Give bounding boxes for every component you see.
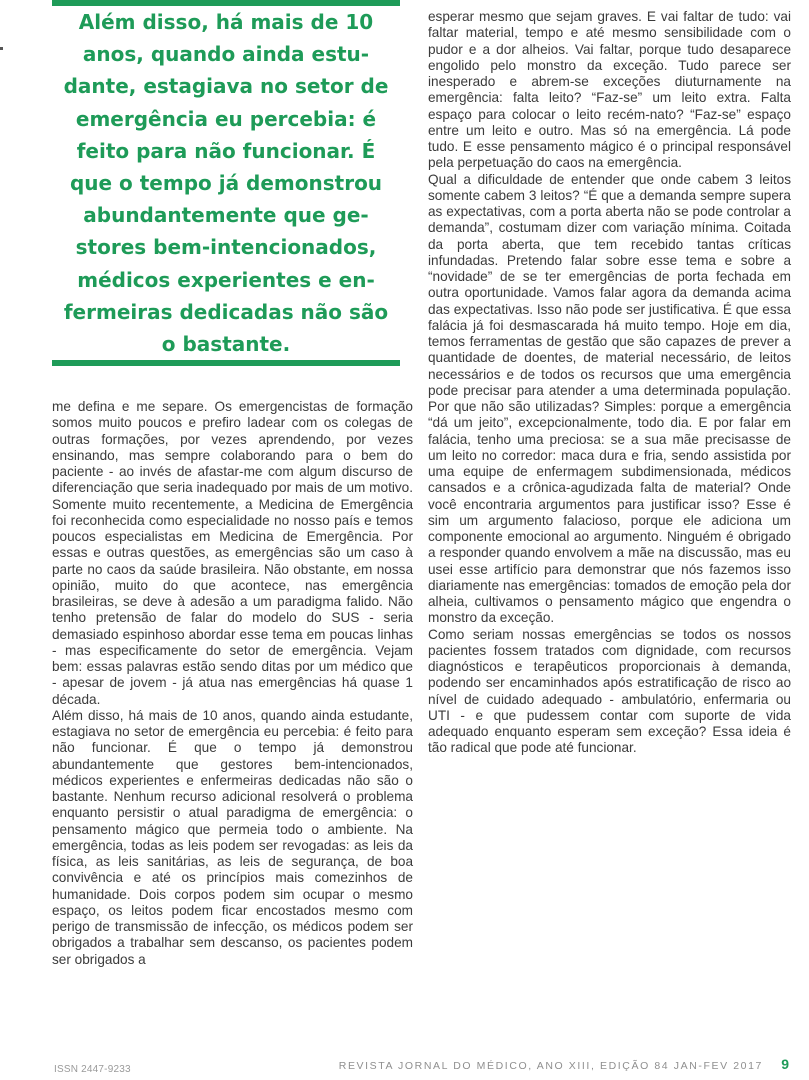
page-number: 9 xyxy=(781,1056,789,1072)
paragraph: Qual a dificuldade de entender que onde cabem 3 leitos somente cabem 3 leitos? “É que a demanda sempre supera as expectativas, com a porta aberta não se pode controlar a demanda”, costumam dizer com variação mínima. Coitada da porta aberta, que tem recebido tantas críticas infundadas. Pretendo falar sobre esse tema e sobre a “novidade” de se ter emergências de porta fechada em outra oportunidade. Vamos falar agora da demanda acima das expectativas. Isso não pode ser justificativa. É que essa falácia já foi desmascarada há muito tempo. Hoje em dia, temos ferramentas de gestão que são capazes de prever a quantidade de doentes, de material necessário, de leitos necessários e de todos os recursos que uma emergência pode precisar para atender a uma determinada população. Por que não são utilizadas? Simples: porque a emergência “dá um jeito”, excepcionalmente, todo dia. E por falar em falácia, tenho uma preciosa: se a sua mãe precisasse de um leito no corredor: maca dura e fria, sendo assistida por uma equipe de enfermagem subdimensionada, médicos cansados e a crônica-agudizada falta de material? Onde você encontraria argumentos para justificar isso? Esse é sim um argumento falacioso, porque ele adiciona um componente emocional ao argumento. Ninguém é obrigado a responder quando envolvem a mãe na discussão, mas eu usei esse artifício para demonstrar que nós fazemos isso diariamente nas emergências: tomados de emoção pela dor alheia, cultivamos o pensamento mágico que engendra o monstro da exceção. xyxy=(428,171,791,626)
page-edge-mark xyxy=(0,47,3,50)
pull-quote-box xyxy=(52,0,400,366)
right-text-column xyxy=(428,9,791,757)
left-text-column xyxy=(52,399,413,968)
magazine-footer: REVISTA JORNAL DO MÉDICO, ANO XIII, EDIÇÃO 84 JAN-FEV 2017 xyxy=(338,1060,763,1072)
issn-label: ISSN 2447-9233 xyxy=(54,1064,131,1075)
paragraph: Como seriam nossas emergências se todos os nossos pacientes fossem tratados com dignidade, com recursos diagnósticos e terapêuticos proporcionais à demanda, podendo ser encaminhados após estratificação de risco ao nível de cuidado adequado - ambulatório, enfermaria ou UTI - e que pudessem contar com suporte de vida adequado enquanto esperam sem exceção? Essa ideia é tão radical que pode até funcionar. xyxy=(428,626,791,756)
paragraph: esperar mesmo que sejam graves. E vai faltar de tudo: vai faltar material, tempo e até mesmo sensibilidade com o pudor e a dor alheios. Vai faltar, porque tudo desaparece engolido pelo monstro da exceção. Tudo parece ser inesperado e abrem-se exceções diuturnamente na emergência: falta leito? “Faz-se” um leito extra. Falta espaço para colocar o leito recém-nato? “Faz-se” espaço entre um leito e outro. Mas só na emergência. Lá pode tudo. E esse pensamento mágico é o principal responsável pela perpetuação do caos na emergência. xyxy=(428,9,791,171)
paragraph: me defina e me separe. Os emergencistas de formação somos muito poucos e prefiro ladear com os colegas de outras formações, por vezes aprendendo, por vezes ensinando, mas sempre colaborando para o bem do paciente - ao invés de afastar-me com algum discurso de diferenciação que seria inadequado por mais de um motivo. Somente muito recentemente, a Medicina de Emergência foi reconhecida como especialidade no nosso país e temos poucos especialistas em Medicina de Emergência. Por essas e outras questões, as emergências são um caso à parte no caos da saúde brasileira. Não obstante, em nossa opinião, muito do que acontece, nas emergência brasileiras, se deve à adesão a um paradigma falido. Não tenho pretensão de falar do modelo do SUS - seria demasiado espinhoso abordar esse tema em poucas linhas - mas especificamente do setor de emergência. Vejam bem: essas palavras estão sendo ditas por um médico que - apesar de jovem - já atua nas emergências há quase 1 década. xyxy=(52,399,413,707)
pull-quote-text: Além disso, há mais de 10 anos, quando ainda estu-dante, estagiava no setor de emergência eu percebia: é feito para não funcionar. É que o tempo já demonstrou abundantemente que ge-stores bem-intencionados, médicos experientes e en-fermeiras dedicadas não são o bastante. xyxy=(63,9,389,356)
paragraph: Além disso, há mais de 10 anos, quando ainda estudante, estagiava no setor de emergência eu percebia: é feito para não funcionar. É que o tempo já demonstrou abundantemente que gestores bem-intencionados, médicos experientes e enfermeiras dedicadas não são o bastante. Nenhum recurso adicional resolverá o problema enquanto persistir o atual paradigma de emergência: o pensamento mágico que permeia todo o ambiente. Na emergência, todas as leis podem ser revogadas: as leis da física, as leis sanitárias, as leis de segurança, de boa convivência e até os princípios mais comezinhos de humanidade. Dois corpos podem sim ocupar o mesmo espaço, os leitos podem ficar encostados mesmo com perigo de transmissão de infecção, os médicos podem ser obrigados a trabalhar sem descanso, os pacientes podem ser obrigados a xyxy=(52,707,413,967)
